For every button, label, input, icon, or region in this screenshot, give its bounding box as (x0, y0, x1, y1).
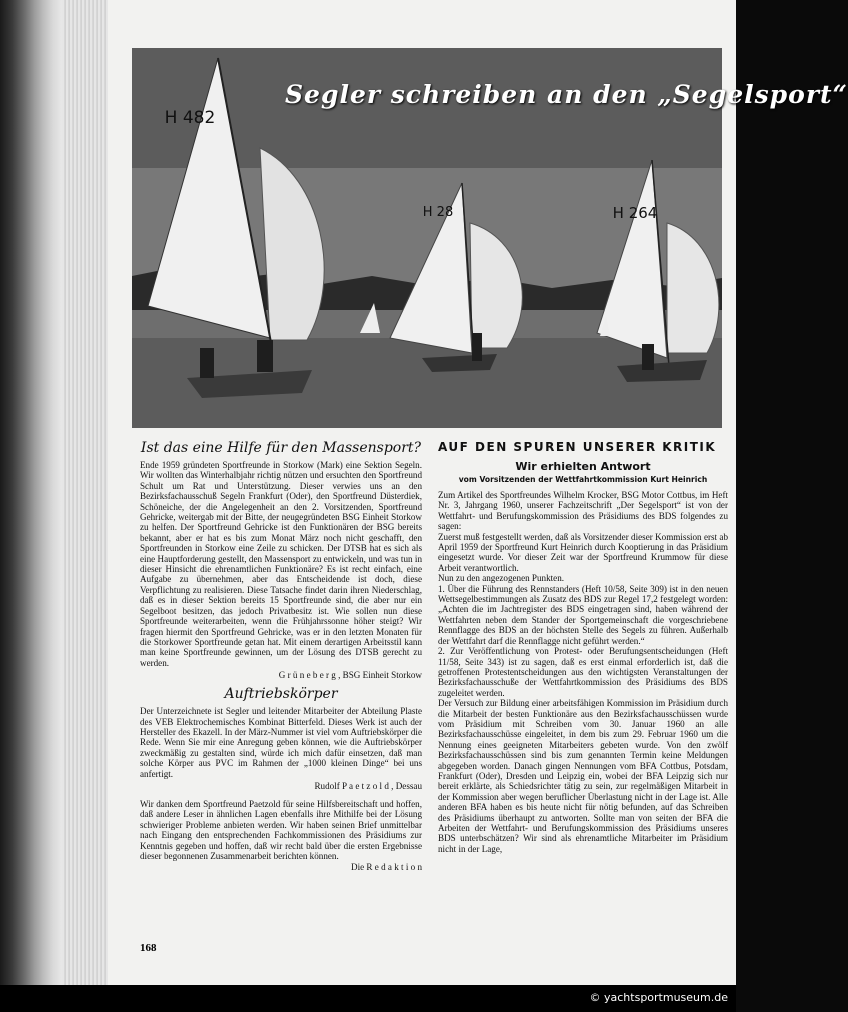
left-column (140, 440, 422, 872)
heading-massensport: Ist das eine Hilfe für den Massensport? (140, 440, 422, 456)
paragraph-intro: Zum Artikel des Sportfreundes Wilhelm Krocker, BSG Motor Cottbus, im Heft Nr. 3, Jahrgang 1960, unserer Fachzeitschrift „Der Segelsport“ ist von der Wettfahrt- und Berufungskommission des Präsidiums des BDS folgendes zu sagen: (438, 490, 728, 532)
signature-redaktion: Die R e d a k t i o n (351, 862, 422, 873)
page-number: 168 (140, 942, 157, 954)
headline: Segler schreiben an den „Segelsport“ (285, 80, 848, 109)
section-kicker: AUF DEN SPUREN UNSERER KRITIK (438, 440, 717, 454)
paragraph-commission: Der Versuch zur Bildung einer arbeitsfähigen Kommission im Präsidium durch die Mitarbeit der besten Funktionäre aus den Bezirksfachausschüssen wurde vom Präsidium mit Schreiben vom 30. Januar 1960 an alle Bezirksfachausschüsse eingeleitet, in dem bis zum 29. Februar 1960 um die Nennung eines geeigneten Mitarbeiters gebeten wurde. Von den zwölf Bezirksfachausschüssen sind bis zum genannten Termin keine Meldungen abgegeben worden. Danach gingen Nennungen vom BFA Cottbus, Potsdam, Frankfurt (Oder), Dresden und Leipzig ein, wobei der BFA Leipzig sich nur bereit erklärte, als Schiedsrichter tätig zu sein, zur regelmäßigen Mitarbeit in der Kommission aber wegen beruflicher Überlastung nicht in der Lage ist. Alle anderen BFA haben es bis heute nicht für nötig befunden, auf das Schreiben des Präsidiums überhaupt zu antworten. Sollte man von seiten der BFA die Arbeiten der Wettfahrt- und Berufungskommission des Präsidiums unseres BDS unterbschätzen? Wir sind als ehrenamtliche Mitarbeiter im Präsidium nicht in der Lage, (438, 698, 728, 854)
paragraph-chair: Zuerst muß festgestellt werden, daß als Vorsitzender dieser Kommission erst ab April 1959 der Sportfreund Kurt Heinrich durch Kooptierung in das Präsidium eingesetzt wurde. Vor dieser Zeit war der Sportfreund Krummow für diese Arbeit verantwortlich. (438, 531, 728, 573)
article-subtitle: vom Vorsitzenden der Wettfahrtkommission Kurt Heinrich (458, 475, 708, 484)
sail-number-28: H 28 (422, 205, 454, 220)
letter-paetzold: Der Unterzeichnete ist Segler und leitender Mitarbeiter der Abteilung Plaste des VEB Elektrochemisches Kombinat Bitterfeld. Dieses Werk ist auch der Hersteller des Ekazell. In der März-Nummer ist viel vom Auftriebskörper die Rede. Wenn Sie mir eine Anregung geben können, wie die Auftriebskörper zweckmäßig zu gestalten sind, würde ich mich dafür einsetzen, daß man solche Körper aus PVC im Rahmen der „1000 kleinen Dinge“ bei uns anfertigt. (140, 706, 422, 779)
paragraph-point-1: 1. Über die Führung des Rennstanders (Heft 10/58, Seite 309) ist in den neuen Wettsegelbestimmungen als Zusatz des BDS zur Regel 17,2 festgelegt worden: „Achten die im Jachtregister des BDS eingetragen sind, haben während der Wettfahrten neben dem Stander der Sportgemeinschaft die vorgeschriebene Rennflagge des BDS an der höchsten Stelle des Segels zu führen. Außerhalb der Wettfahrt darf die Rennflagge nicht geführt werden.“ (438, 583, 728, 646)
signature-grueneberg: G r ü n e b e r g , BSG Einheit Storkow (278, 670, 422, 681)
sail-number-482: H 482 (164, 108, 216, 128)
editorial-reply: Wir danken dem Sportfreund Paetzold für seine Hilfsbereitschaft und hoffen, daß andere Leser in ähnlichen Lagen ebenfalls ihre Mithilfe bei der Lösung schwieriger Probleme anbieten werden. Wir haben seinen Brief unmittelbar nach Eingang den entsprechenden Fachkommissionen des Präsidiums zur Kenntnis gegeben und hoffen, daß wir recht bald über die ersten Ergebnisse dieser begonnenen Zusammenarbeit berichten können. (140, 798, 422, 861)
paragraph-point-2: 2. Zur Veröffentlichung von Protest- oder Berufungsentscheidungen (Heft 11/58, Seite 343) ist zu sagen, daß es erst einmal erforderlich ist, daß die getroffenen Protestentscheidungen aus den wichtigsten Veranstaltungen der Bezirksfachausschuße der Wettfahrtkommission des Präsidiums des BDS zugeleitet werden. (438, 646, 728, 698)
page-edges (62, 0, 108, 985)
signature-paetzold: Rudolf P a e t z o l d , Dessau (314, 780, 422, 791)
heading-auftriebskoerper: Auftriebskörper (224, 686, 338, 703)
paragraph-points: Nun zu den angezogenen Punkten. (438, 573, 565, 584)
article-title: Wir erhielten Antwort (515, 460, 651, 473)
book-spine (0, 0, 62, 985)
letter-storkow: Ende 1959 gründeten Sportfreunde in Storkow (Mark) eine Sektion Segeln. Wir wollten das Winterhalbjahr richtig nützen und ersuchten den Sportfreund Schult um Rat und Unterstützung. Dieser verwies uns an den Bezirksfachausschuß Segeln Frankfurt (Oder), den Sportfreund Düsterdiek, Schöneiche, der die Angelegenheit an den 2. Vorsitzenden, Sportfreund Gehricke, weitergab mit der Bitte, der neugegründeten BSG Einheit Storkow zu helfen. Der Sportfreund Gehricke ist den Funktionären der BSG bereits bekannt, aber er hat es bis zum Monat März noch nicht geschafft, den Sportfreunden in Storkow eine Zeile zu schicken. Der DTSB hat es sich als eine Hauptforderung gestellt, den Massensport zu entwickeln, und was tun in dieser Hinsicht die ehrenamtlichen Funktionäre? Es ist recht einfach, eine Aufgabe zu übernehmen, aber das Entscheidende ist doch, diese Verpflichtung zu realisieren. Diese Tatsache findet darin ihren Niederschlag, daß es in dieser Sektion bereits 15 Sportfreunde sind, die aber nur ein Segelboot besitzen, das jedoch Privatbesitz ist. Wie sollen nun diese Sportfreunde weiterarbeiten, wenn die Frühjahrssonne höher steigt? Wir fragen hiermit den Sportfreund Gehricke, was er in den letzten Monaten für die Storkower Sportfreunde getan hat. Mit einem derartigen Arbeitsstil kann man keine Sportfreunde gewinnen, um der Lösung des DTSB gerecht zu werden. (140, 460, 422, 668)
sail-number-264: H 264 (612, 204, 658, 222)
right-column (438, 440, 728, 854)
watermark: © yachtsportmuseum.de (589, 991, 728, 1004)
